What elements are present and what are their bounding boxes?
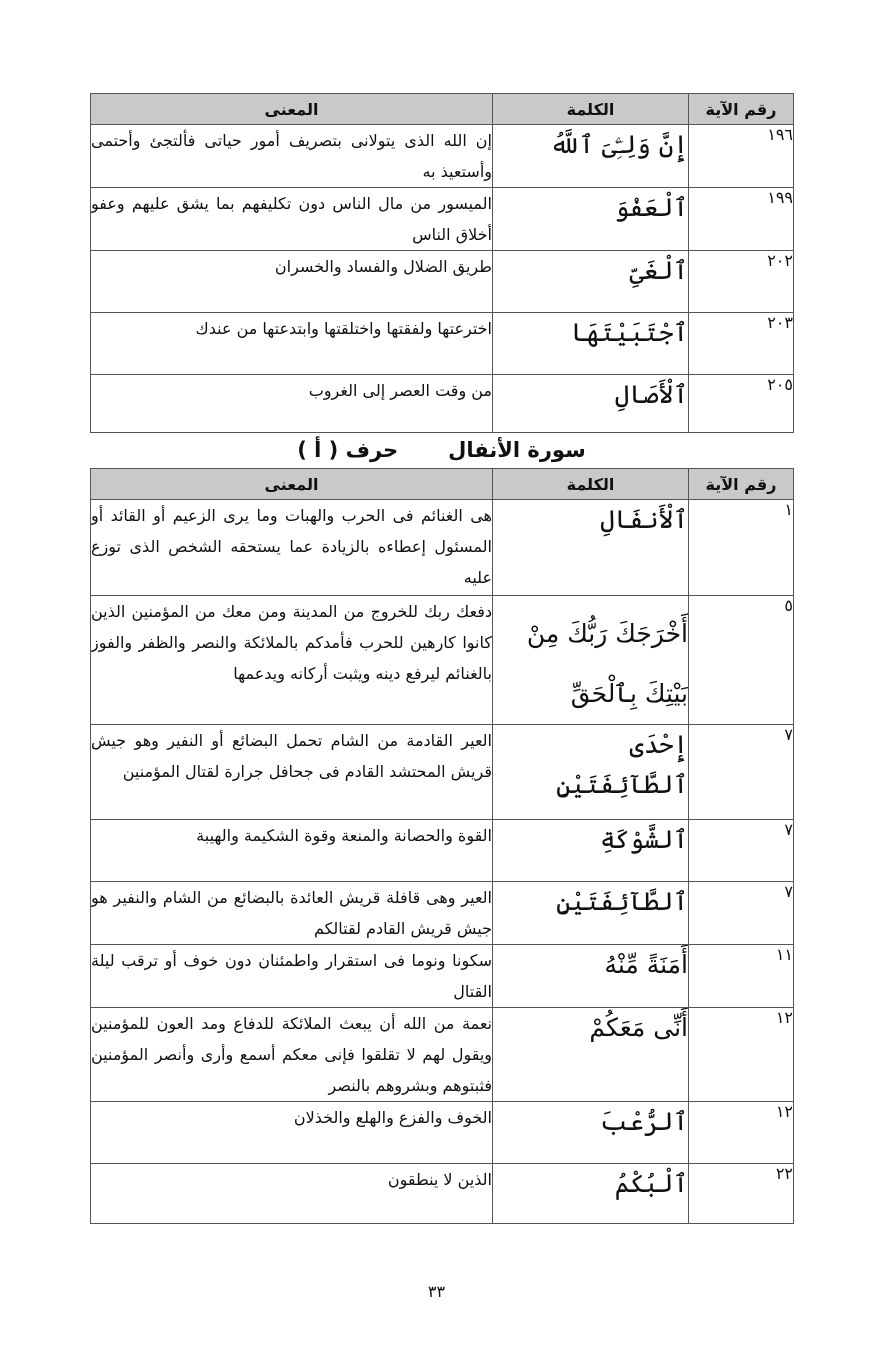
quran-word: ٱلشَّوْكَةِ [493, 820, 689, 882]
header-verse-number: رقم الآية [689, 469, 794, 500]
table-row [91, 882, 794, 945]
verse-number: ١١ [689, 945, 794, 1008]
glossary-table-2 [90, 468, 794, 1224]
verse-number: ١٢ [689, 1008, 794, 1102]
verse-number: ٢٠٥ [689, 375, 794, 433]
quran-word: ٱلطَّآئِفَتَيْنِ [493, 882, 689, 945]
word-meaning: الخوف والفزع والهلع والخذلان [91, 1102, 493, 1164]
verse-number: ٥ [689, 596, 794, 725]
word-meaning: القوة والحصانة والمنعة وقوة الشكيمة والهيبة [91, 820, 493, 882]
verse-number: ١٩٦ [689, 125, 794, 188]
table-row [91, 725, 794, 820]
word-meaning: الميسور من مال الناس دون تكليفهم بما يشق عليهم وعفو أخلاق الناس [91, 188, 493, 251]
glossary-table-1 [90, 93, 794, 433]
verse-number: ٧ [689, 820, 794, 882]
word-meaning: طريق الضلال والفساد والخسران [91, 251, 493, 313]
quran-word: ٱلْعَفْوَ [493, 188, 689, 251]
quran-word-line-2: بَيْتِكَ بِٱلْحَقِّ [570, 679, 688, 708]
word-meaning: اخترعتها ولفقتها واختلقتها وابتدعتها من عندك [91, 313, 493, 375]
table-row [91, 945, 794, 1008]
word-meaning: سكونا ونوما فى استقرار واطمئنان دون خوف أو ترقب ليلة القتال [91, 945, 493, 1008]
table-row [91, 1102, 794, 1164]
word-meaning: الذين لا ينطقون [91, 1164, 493, 1224]
header-word: الكلمة [493, 469, 689, 500]
surah-letter: حرف ( أ ) [297, 438, 399, 462]
page-number: ٣٣ [427, 1282, 446, 1301]
quran-word: أَمَنَةً مِّنْهُ [493, 945, 689, 1008]
table-row [91, 1164, 794, 1224]
quran-word: ٱلْأَنفَالِ [493, 500, 689, 596]
table-row [91, 1008, 794, 1102]
quran-word: ٱلْبُكْمُ [493, 1164, 689, 1224]
quran-word: إِحْدَى ٱلطَّآئِفَتَيْنِ [493, 725, 689, 820]
word-meaning: إن الله الذى يتولانى بتصريف أمور حياتى فألتجئ وأحتمى وأستعيذ به [91, 125, 493, 188]
quran-word-line-1: أَخْرَجَكَ رَبُّكَ مِنْ [526, 619, 688, 648]
quran-word: ٱلْغَىِّ [493, 251, 689, 313]
quran-word: ٱجْتَبَيْتَهَا [493, 313, 689, 375]
word-meaning: دفعك ربك للخروج من المدينة ومن معك من المؤمنين الذين كانوا كارهين للحرب فأمدكم بالملائكة والنصر والظفر والفوز بالغنائم ليرفع دينه ويثبت أركانه ويدعمها [91, 596, 493, 725]
quran-word: ٱلرُّعْبَ [493, 1102, 689, 1164]
verse-number: ٢٠٣ [689, 313, 794, 375]
table-row [91, 188, 794, 251]
word-meaning: هى الغنائم فى الحرب والهبات وما يرى الزعيم أو القائد أو المسئول إعطاءه بالزيادة عما يستحقه الشخص الذى توزع عليه [91, 500, 493, 596]
table-row [91, 125, 794, 188]
header-verse-number: رقم الآية [689, 94, 794, 125]
word-meaning: العير القادمة من الشام تحمل البضائع أو النفير وهو جيش قريش المحتشد القادم فى جحافل جرارة لقتال المؤمنين [91, 725, 493, 820]
quran-word: أَنِّى مَعَكُمْ [493, 1008, 689, 1102]
verse-number: ١ [689, 500, 794, 596]
quran-word [493, 596, 689, 725]
table-row [91, 820, 794, 882]
table-row [91, 313, 794, 375]
surah-name: سورة الأنفال [448, 438, 586, 462]
table-row [91, 500, 794, 596]
word-meaning: من وقت العصر إلى الغروب [91, 375, 493, 433]
verse-number: ١٢ [689, 1102, 794, 1164]
header-meaning: المعنى [91, 94, 493, 125]
header-word: الكلمة [493, 94, 689, 125]
table-header-row [91, 469, 794, 500]
table-row [91, 375, 794, 433]
verse-number: ٢٢ [689, 1164, 794, 1224]
quran-word: ٱلْأَصَالِ [493, 375, 689, 433]
verse-number: ٧ [689, 725, 794, 820]
surah-heading [90, 433, 793, 467]
word-meaning: نعمة من الله أن يبعث الملائكة للدفاع ومد العون للمؤمنين ويقول لهم لا تقلقوا فإنى معكم أسمع وأرى وأنصر المؤمنين فثبتوهم وبشروهم بالنصر [91, 1008, 493, 1102]
quran-word: إِنَّ وَلِـِّۧىَ ٱللَّهُ [493, 125, 689, 188]
verse-number: ٢٠٢ [689, 251, 794, 313]
verse-number: ٧ [689, 882, 794, 945]
table-header-row [91, 94, 794, 125]
table-row [91, 251, 794, 313]
verse-number: ١٩٩ [689, 188, 794, 251]
word-meaning: العير وهى قافلة قريش العائدة بالبضائع من الشام والنفير هو جيش قريش القادم لقتالكم [91, 882, 493, 945]
table-row [91, 596, 794, 725]
header-meaning: المعنى [91, 469, 493, 500]
